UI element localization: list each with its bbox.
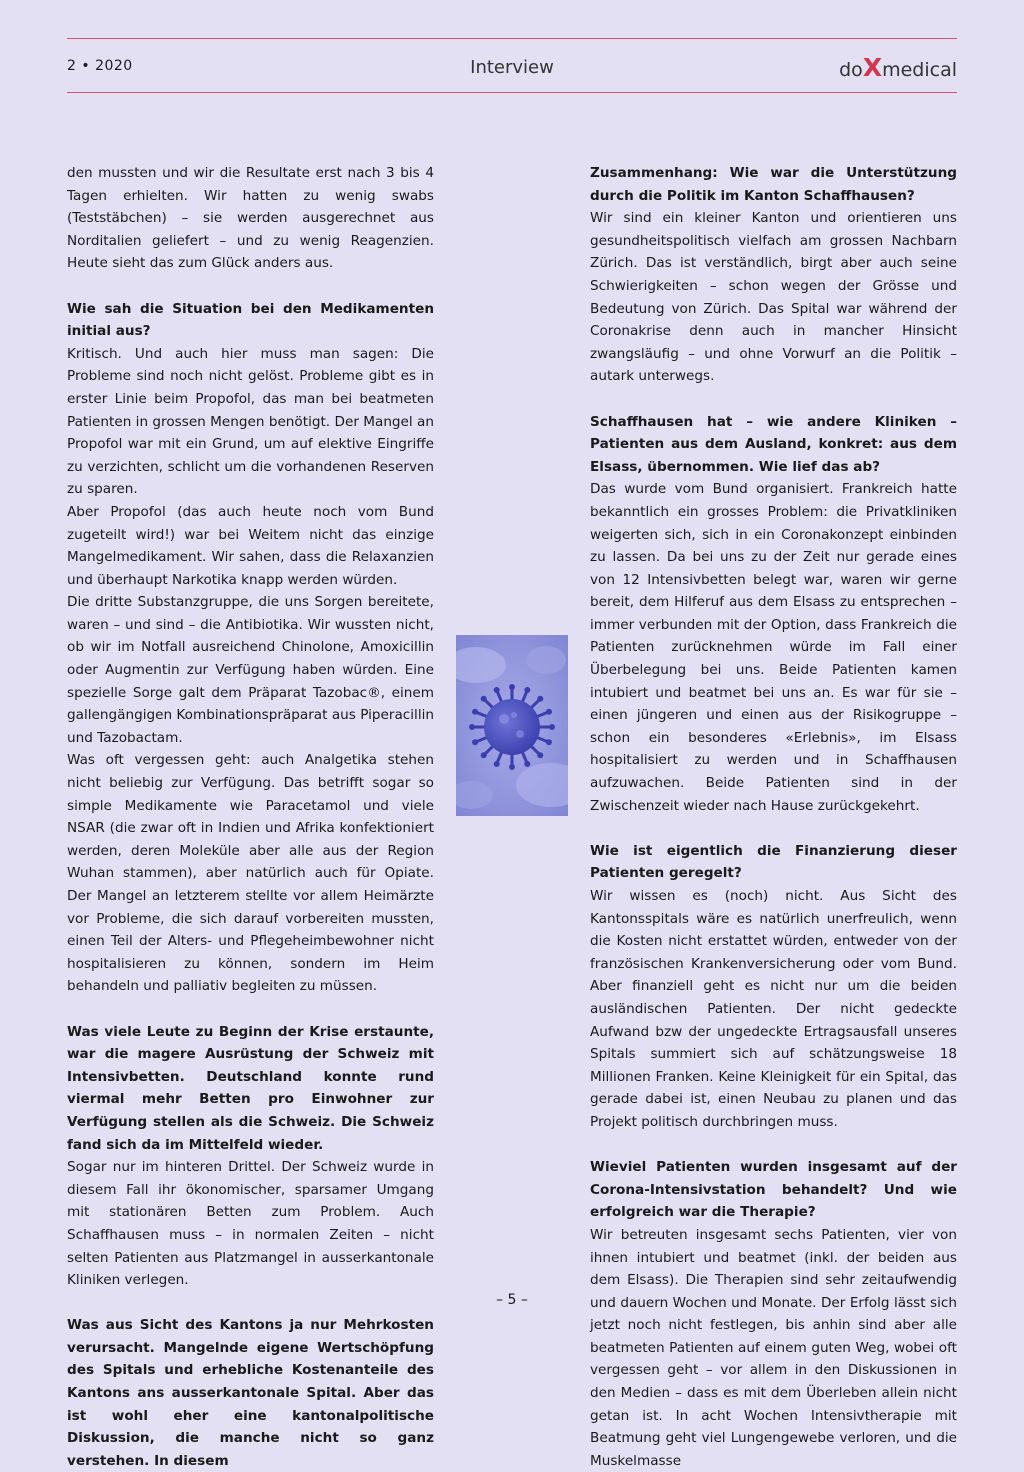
- interview-answer: Die dritte Substanzgruppe, die uns Sorgen bereitete, waren – und sind – die Antibiotika. Wir wussten nicht, ob wir im Notfall ausreichend Chinolone, Amoxicillin oder Augmentin zur Verfügung haben würden. Eine spezielle Sorge galt dem Präparat Tazobac®, einem gallengängigen Kombinationspräparat aus Piperacillin und Tazobactam.: [67, 594, 434, 746]
- virus-spike-tip: [494, 687, 500, 693]
- header-rule-bottom: [67, 92, 957, 93]
- interview-answer: den mussten und wir die Resultate erst nach 3 bis 4 Tagen erhielten. Wir hatten zu wenig swabs (Teststäbchen) – sie werden ausgerechnet aus Norditalien geliefert – und zu wenig Reagenzien. Heute sieht das zum Glück anders aus.: [67, 165, 434, 272]
- virus-spike-tip: [509, 684, 515, 690]
- interview-answer: Was oft vergessen geht: auch Analgetika stehen nicht beliebig zur Verfügung. Das betrifft sogar so simple Medikamente wie Paracetamol und viele NSAR (die zwar oft in Indien und Afrika konfektioniert werden, deren Moleküle aber alle aus der Region Wuhan stammen), aber natürlich auch für Opiate. Der Mangel an letzterem stellte vor allem Heimärzte vor Probleme, die sich darauf vorbereiten mussten, einen Teil der Alters- und Pflegeheimbewohner nicht hospitalisieren zu können, sondern im Heim behandeln und palliativ begleiten zu müssen.: [67, 752, 434, 995]
- virus-spike-tip: [494, 761, 500, 767]
- virus-spike-tip: [469, 724, 475, 730]
- virus-spike-tip: [472, 709, 478, 715]
- interview-question: Wie sah die Situation bei den Medikamenten initial aus?: [67, 300, 434, 340]
- interview-answer: Kritisch. Und auch hier muss man sagen: Die Probleme sind noch nicht gelöst. Probleme gibt es in erster Linie beim Propofol, das man bei beatmeten Patienten in grossen Mengen benötigt. Der Mangel an Propofol war mit ein Grund, um auf elektive Eingriffe zu verzichten, schlicht um die vorhandenen Reserven zu sparen.: [67, 345, 434, 498]
- brand-x: X: [862, 53, 883, 82]
- interview-answer: Das wurde vom Bund organisiert. Frankreich hatte bekanntlich ein grosses Problem: die Privatkliniken weigerten sich, sich in ein Coronakonzept einbinden zu lassen. Da bei uns zu der Zeit nur gerade eines von 12 Intensivbetten belegt war, waren wir gerne bereit, dem Hilferuf aus dem Elsass zu entsprechen – immer verbunden mit der Option, dass Frankreich die Patienten zurücknehmen würde im Fall einer Überbelegung bei uns. Beide Patienten kamen intubiert und beatmet bei uns an. Es war für sie – einen jüngeren und einen aus der Risikogruppe – schon ein besonderes «Erlebnis», im Elsass hospitalisiert zu werden und in Schaffhausen aufzuwachen. Beide Patienten sind in der Zwischenzeit wieder nach Hause zurückgekehrt.: [590, 481, 957, 814]
- interview-answer: Wir wissen es (noch) nicht. Aus Sicht des Kantonsspitals wäre es natürlich unerfreulich, wenn die Kosten nicht erstattet würden, entweder von der französischen Krankenversicherung oder vom Bund. Aber finanziell geht es nicht nur um die beiden ausländischen Patienten. Der nicht gedeckte Aufwand bzw der ungedeckte Ertragsausfall unseres Spitals summiert sich auf schätzungsweise 18 Millionen Franken. Keine Kleinigkeit für ein Spital, das gerade dabei ist, einen Neubau zu planen und das Projekt politisch durchbringen muss.: [590, 888, 957, 1130]
- left-column: [67, 162, 434, 1472]
- virus-spike-tip: [537, 752, 543, 758]
- paragraph-gap: [590, 817, 957, 840]
- virus-spike-tip: [524, 687, 530, 693]
- virus-spike-tip: [524, 761, 530, 767]
- virus-spike-tip: [537, 696, 543, 702]
- virus-spike-tip: [481, 752, 487, 758]
- page-number: – 5 –: [496, 1292, 528, 1308]
- interview-question: Was viele Leute zu Beginn der Krise erstaunte, war die magere Ausrüstung der Schweiz mit Intensivbetten. Deutschland konnte rund viermal mehr Betten pro Einwohner zur Verfügung stellen als die Schweiz. Die Schweiz fand sich da im Mittelfeld wieder.: [67, 1023, 434, 1153]
- interview-question: Wie ist eigentlich die Finanzierung dieser Patienten geregelt?: [590, 842, 957, 882]
- virus-spike-tip: [472, 739, 478, 745]
- virus-spike-tip: [549, 724, 555, 730]
- interview-question: Wieviel Patienten wurden insgesamt auf der Corona-Intensivstation behandelt? Und wie erfolgreich war die Therapie?: [590, 1159, 957, 1221]
- virus-spike-tip: [546, 709, 552, 715]
- interview-question: Schaffhausen hat – wie andere Kliniken – Patienten aus dem Ausland, konkret: aus dem Elsass, übernommen. Wie lief das ab?: [590, 413, 957, 475]
- paragraph-gap: [67, 998, 434, 1021]
- issue-number: 2 • 2020: [67, 58, 133, 74]
- paragraph-gap: [590, 1134, 957, 1157]
- virus-spike-tip: [546, 739, 552, 745]
- virus-spike-tip: [481, 696, 487, 702]
- coronavirus-image: [456, 635, 568, 816]
- virus-illustration: [456, 635, 568, 816]
- brand-pre: do: [839, 59, 863, 81]
- section-title: Interview: [470, 57, 554, 78]
- brand-post: medical: [882, 59, 957, 81]
- right-column: [590, 162, 957, 1472]
- interview-answer: Aber Propofol (das auch heute noch vom Bund zugeteilt wird!) war bei Weitem nicht das einzige Mangelmedikament. Wir sahen, dass die Relaxanzien und überhaupt Narkotika knapp werden würden.: [67, 503, 434, 588]
- interview-question: Zusammenhang: Wie war die Unterstützung durch die Politik im Kanton Schaffhausen?: [590, 165, 957, 204]
- paragraph-gap: [67, 275, 434, 298]
- paragraph-gap: [590, 388, 957, 411]
- virus-spike-tip: [509, 764, 515, 770]
- header-rule-top: [67, 38, 957, 39]
- interview-answer: Wir betreuten insgesamt sechs Patienten, vier von ihnen intubiert und beatmet (inkl. der beiden aus dem Elsass). Die Therapien sind sehr zeitaufwendig und dauern Wochen und Monate. Der Erfolg lässt sich jetzt noch nicht festlegen, bis anhin sind aber alle beatmeten Patienten auf einem guten Weg, wobei oft vergessen geht – vor allem in den Diskussionen in den Medien – dass es mit dem Überleben allein nicht getan ist. In acht Wochen Intensivtherapie mit Beatmung geht viel Lungengewebe verloren, und die Muskelmasse: [590, 1226, 957, 1469]
- brand-logo: [839, 53, 957, 82]
- interview-question: Was aus Sicht des Kantons ja nur Mehrkosten verursacht. Mangelnde eigene Wertschöpfung des Spitals und erhebliche Kostenanteile des Kantons ans ausserkantonale Spital. Aber das ist wohl eher eine kantonalpolitische Diskussion, die manche nicht so ganz verstehen. In diesem: [67, 1317, 434, 1469]
- interview-answer: Sogar nur im hinteren Drittel. Der Schweiz wurde in diesem Fall ihr ökonomischer, sparsamer Umgang mit stationären Betten zum Problem. Auch Schaffhausen muss – in normalen Zeiten – nicht selten Patienten aus Platzmangel in ausserkantonale Kliniken verlegen.: [67, 1159, 434, 1289]
- interview-answer: Wir sind ein kleiner Kanton und orientieren uns gesundheitspolitisch vielfach am grossen Nachbarn Zürich. Das ist verständlich, birgt aber auch seine Schwierigkeiten – schon wegen der Grösse und Bedeutung von Zürich. Das Spital war während der Coronakrise denn auch in mancher Hinsicht zwangsläufig – und ohne Vorwurf an die Politik – autark unterwegs.: [590, 210, 957, 385]
